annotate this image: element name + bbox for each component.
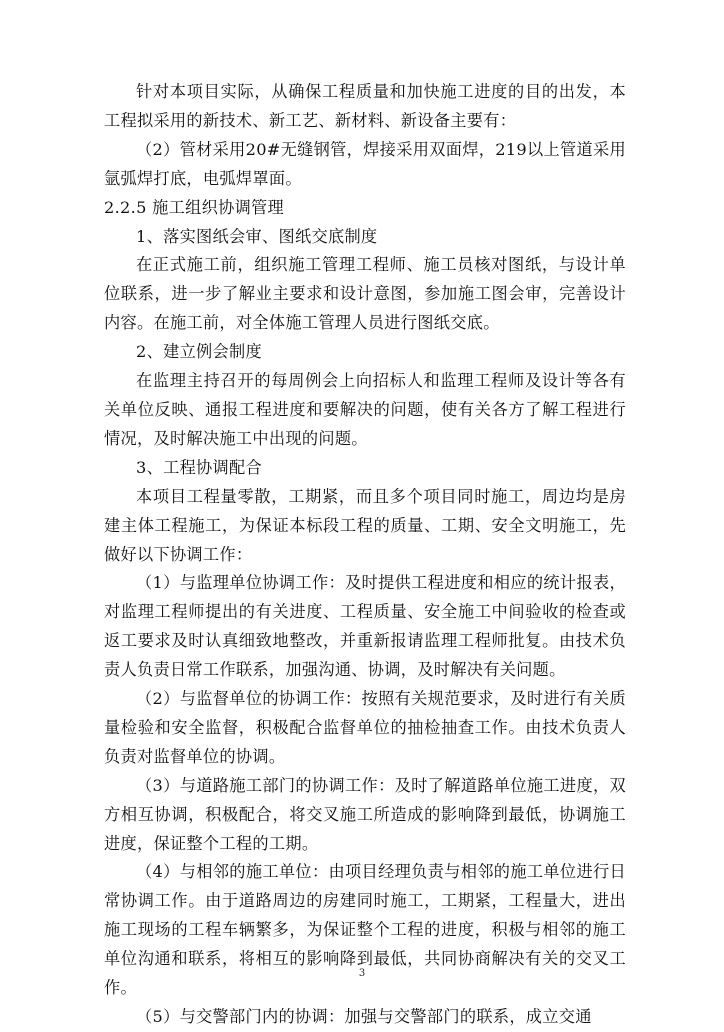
paragraph: （5）与交警部门内的协调：加强与交警部门的联系，成立交通	[136, 1007, 592, 1026]
document-body	[104, 78, 626, 1032]
paragraph: 在正式施工前，组织施工管理工程师、施工员核对图纸，与设计单位联系，进一步了解业主要求和设计意图，参加施工图会审，完善设计内容。在施工前，对全体施工管理人员进行图纸交底。	[104, 255, 626, 333]
section-heading: 2.2.5 施工组织协调管理	[104, 197, 285, 217]
subheading: 3、工程协调配合	[136, 457, 263, 477]
paragraph: （3）与道路施工部门的协调工作：及时了解道路单位施工进度，双方相互协调，积极配合，将交叉施工所造成的影响降到最低，协调施工进度，保证整个工程的工期。	[104, 775, 626, 853]
paragraph: （2）与监督单位的协调工作：按照有关规范要求，及时进行有关质量检验和安全监督，积极配合监督单位的抽检抽查工作。由技术负责人负责对监督单位的协调。	[104, 689, 626, 766]
subheading: 2、建立例会制度	[136, 342, 263, 362]
subheading: 1、落实图纸会审、图纸交底制度	[136, 226, 378, 246]
paragraph: 针对本项目实际，从确保工程质量和加快施工进度的目的出发，本工程拟采用的新技术、新工艺、新材料、新设备主要有：	[104, 82, 626, 130]
paragraph: 在监理主持召开的每周例会上向招标人和监理工程师及设计等各有关单位反映、通报工程进度和要解决的问题，使有关各方了解工程进行情况，及时解决施工中出现的问题。	[104, 371, 626, 448]
paragraph: 本项目工程量零散，工期紧，而且多个项目同时施工，周边均是房建主体工程施工，为保证本标段工程的质量、工期、安全文明施工，先做好以下协调工作：	[104, 486, 626, 564]
paragraph: （2）管材采用20#无缝钢管，焊接采用双面焊，219以上管道采用氩弧焊打底，电弧焊罩面。	[104, 139, 626, 188]
paragraph: （4）与相邻的施工单位：由项目经理负责与相邻的施工单位进行日常协调工作。由于道路周边的房建同时施工，工期紧，工程量大，进出施工现场的工程车辆繁多，为保证整个工程的进度，积极与相邻的施工单位沟通和联系，将相互的影响降到最低，共同协商解决有关的交叉工作。	[104, 862, 626, 998]
paragraph: （1）与监理单位协调工作：及时提供工程进度和相应的统计报表，对监理工程师提出的有关进度、工程质量、安全施工中间验收的检查或返工要求及时认真细致地整改，并重新报请监理工程师批复。由技术负责人负责日常工作联系，加强沟通、协调，及时解决有关问题。	[104, 573, 626, 680]
page-number: 3	[358, 968, 366, 979]
